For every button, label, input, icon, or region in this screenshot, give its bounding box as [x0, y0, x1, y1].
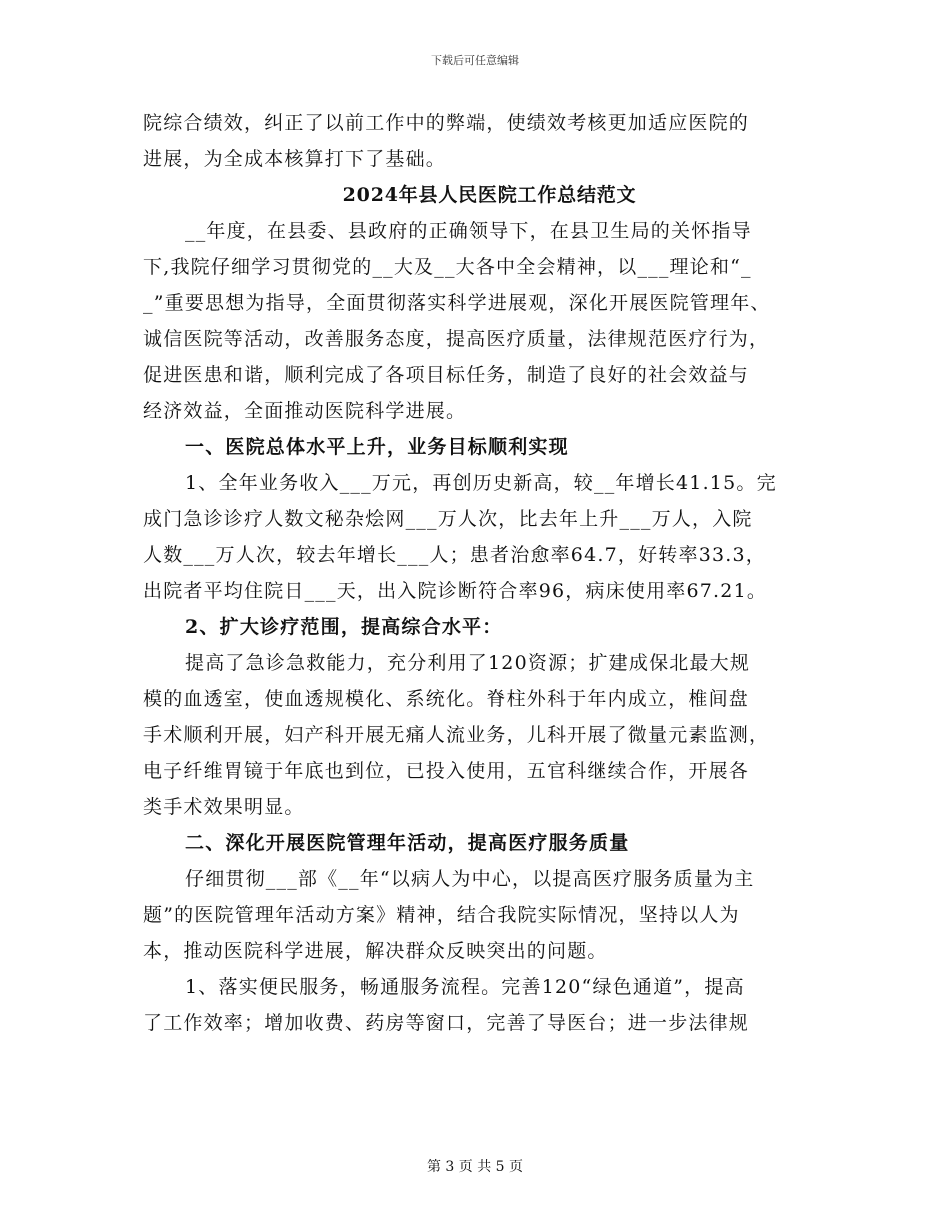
text-line: 人数___万人次，较去年增长___人；患者治愈率64.7，好转率33.3，: [143, 544, 767, 566]
section-heading: 一、医院总体水平上升，业务目标顺利实现: [185, 436, 569, 458]
section-heading: 2、扩大诊疗范围，提高综合水平：: [185, 616, 503, 638]
text-line: 促进医患和谐，顺利完成了各项目标任务，制造了良好的社会效益与: [143, 364, 750, 386]
text-line: 手术顺利开展，妇产科开展无痛人流业务，儿科开展了微量元素监测，: [143, 724, 770, 746]
text-line: 成门急诊诊疗人数文秘杂烩网___万人次，比去年上升___万人，入院: [143, 508, 753, 530]
text-line: 本，推动医院科学进展，解决群众反映突出的问题。: [143, 940, 608, 962]
text-line: 题”的医院管理年活动方案》精神，结合我院实际情况，坚持以人为: [143, 904, 740, 926]
section-heading: 二、深化开展医院管理年活动，提高医疗服务质量: [185, 832, 630, 854]
text-line: 经济效益，全面推动医院科学进展。: [143, 400, 467, 422]
page-number-footer: 第 3 页 共 5 页: [426, 1159, 524, 1175]
text-line: 诚信医院等活动，改善服务态度，提高医疗质量，法律规范医疗行为，: [143, 328, 770, 350]
text-line: 了工作效率；增加收费、药房等窗口，完善了导医台；进一步法律规: [143, 1012, 750, 1034]
text-line: 下,我院仔细学习贯彻党的__大及__大各中全会精神，以___理论和“_: [143, 256, 752, 278]
text-line: 电子纤维胃镜于年底也到位，已投入使用，五官科继续合作，开展各: [143, 760, 750, 782]
text-line: 出院者平均住院日___天，出入院诊断符合率96，病床使用率67.21。: [143, 580, 768, 602]
paragraph-start: 提高了急诊急救能力，充分利用了120资源；扩建成保北最大规: [185, 652, 751, 674]
document-body: [143, 105, 816, 1041]
paragraph-start: 1、落实便民服务，畅通服务流程。完善120“绿色通道”，提高: [185, 976, 745, 998]
text-line: _”重要思想为指导，全面贯彻落实科学进展观，深化开展医院管理年、: [143, 292, 771, 314]
paragraph-start: 仔细贯彻___部《__年“以病人为中心，以提高医疗服务质量为主: [185, 868, 755, 890]
text-line: 院综合绩效，纠正了以前工作中的弊端，使绩效考核更加适应医院的: [143, 112, 750, 134]
paragraph-start: 1、全年业务收入___万元，再创历史新高，较__年增长41.15。完: [185, 472, 777, 494]
text-line: 类手术效果明显。: [143, 796, 305, 818]
page-header-note: 下载后可任意编辑: [431, 54, 519, 67]
text-line: 模的血透室，使血透规模化、系统化。脊柱外科于年内成立，椎间盘: [143, 688, 750, 710]
paragraph-start: __年度，在县委、县政府的正确领导下，在县卫生局的关怀指导: [185, 220, 752, 242]
text-line: 进展，为全成本核算打下了基础。: [143, 148, 447, 170]
document-title: 2024年县人民医院工作总结范文: [342, 184, 637, 206]
